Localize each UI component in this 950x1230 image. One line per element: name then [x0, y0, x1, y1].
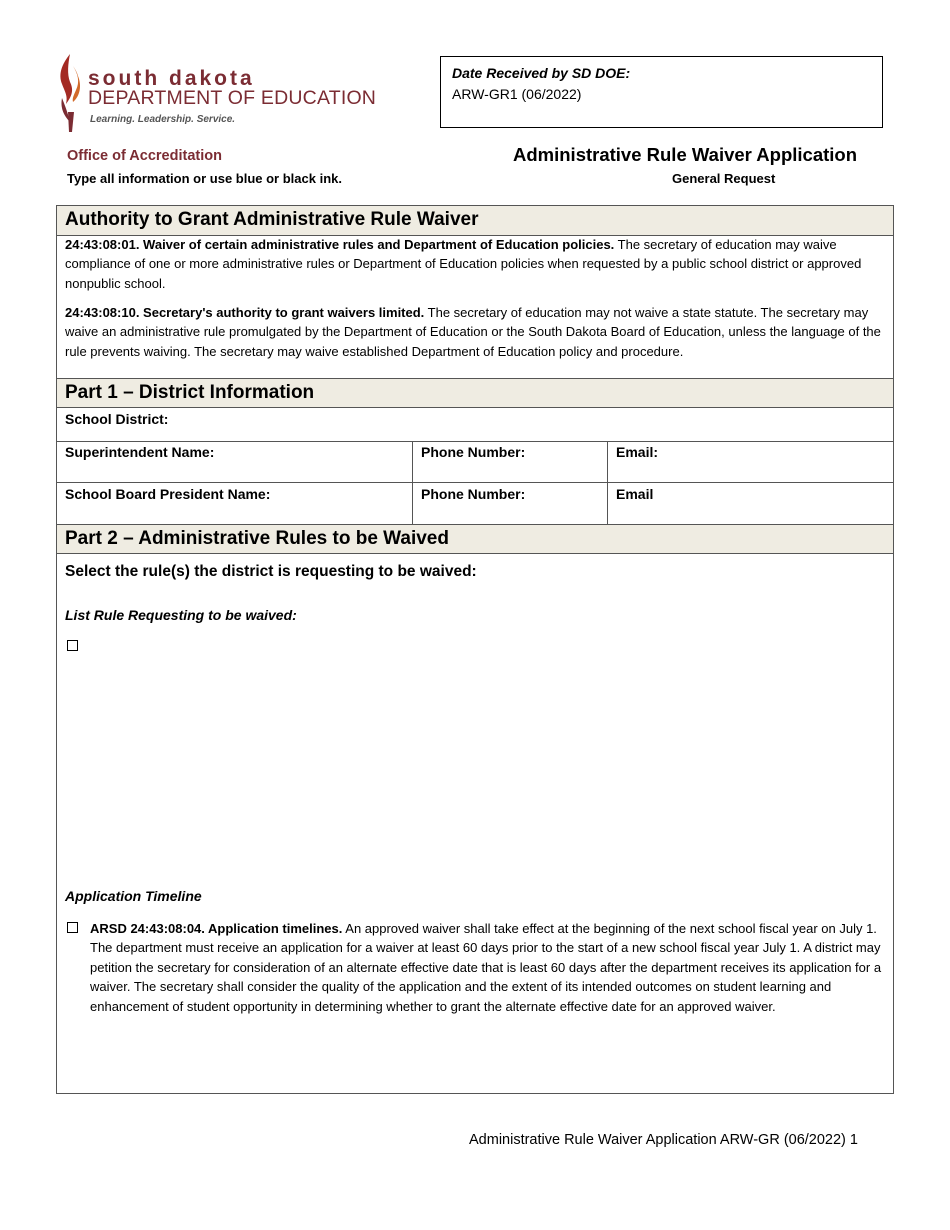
rule-24-43-08-01 [65, 235, 887, 293]
form-frame [56, 205, 894, 1094]
part1-heading: Part 1 – District Information [57, 378, 893, 408]
ink-instruction: Type all information or use blue or black ink. [67, 171, 342, 186]
column-divider [412, 441, 413, 525]
authority-heading: Authority to Grant Administrative Rule Waiver [57, 206, 893, 236]
date-received-label: Date Received by SD DOE: [452, 65, 631, 81]
row-divider [57, 441, 893, 442]
logo-department-name: DEPARTMENT OF EDUCATION [88, 87, 377, 109]
row-divider [57, 482, 893, 483]
board-president-name-field[interactable]: School Board President Name: [65, 486, 271, 502]
part2-heading: Part 2 – Administrative Rules to be Waived [57, 524, 893, 554]
torch-flame-icon [56, 52, 86, 134]
rule2-title: 24:43:08:10. Secretary's authority to grant waivers limited. [65, 305, 425, 320]
application-title: Administrative Rule Waiver Application [513, 144, 858, 165]
logo-tagline: Learning. Leadership. Service. [90, 114, 236, 125]
superintendent-phone-field[interactable]: Phone Number: [421, 444, 526, 460]
logo-state-name: south dakota [88, 67, 255, 90]
rule-24-43-08-10 [65, 303, 887, 361]
rule1-title: 24:43:08:01. Waiver of certain administrative rules and Department of Education policies. [65, 237, 615, 252]
date-received-box[interactable] [440, 56, 883, 128]
arsd-text: An approved waiver shall take effect at the beginning of the next school fiscal year on July 1. The department must receive an application for a waiver at least 60 days prior to the start of a new school fiscal year July 1. A district may petition the secretary for consideration of an alternate effective date that is least 60 days after the department receives its application for a waiver. The secretary shall consider the quality of the application and the extent of its intended outcomes on student learning and enhancement of student opportunity in determining whether to grant the alternate effective date for an approved waiver. [90, 921, 882, 1014]
superintendent-name-field[interactable]: Superintendent Name: [65, 444, 215, 460]
office-name: Office of Accreditation [67, 148, 222, 164]
rule2-text: The secretary of education may not waive a state statute. The secretary may waive an administrative rule promulgated by the Department of Education or the South Dakota Board of Education, unless the language of the rule prevents waiving. The secretary may waive established Department of Education policy and procedure. [65, 305, 881, 359]
form-id: ARW-GR1 (06/2022) [452, 86, 582, 102]
application-subtitle: General Request [672, 171, 776, 186]
board-president-phone-field[interactable]: Phone Number: [421, 486, 526, 502]
board-president-email-field[interactable]: Email [616, 486, 654, 502]
arsd-title: ARSD 24:43:08:04. Application timelines. [90, 921, 343, 936]
sd-doe-logo [56, 52, 401, 134]
page-footer: Administrative Rule Waiver Application ARW-GR (06/2022) 1 [469, 1132, 858, 1148]
list-rule-label: List Rule Requesting to be waived: [65, 607, 297, 623]
rule-checkbox[interactable] [67, 640, 78, 651]
select-rules-instruction: Select the rule(s) the district is requesting to be waived: [65, 563, 477, 580]
application-timeline-heading: Application Timeline [65, 888, 202, 904]
arsd-timeline-checkbox[interactable] [67, 922, 78, 933]
rule1-text: The secretary of education may waive compliance of one or more administrative rules or Department of Education policies when requested by a public school district or approved nonpublic school. [65, 237, 862, 291]
arsd-application-timelines [90, 919, 885, 1016]
column-divider [607, 441, 608, 525]
superintendent-email-field[interactable]: Email: [616, 444, 659, 460]
school-district-field[interactable]: School District: [65, 411, 169, 427]
